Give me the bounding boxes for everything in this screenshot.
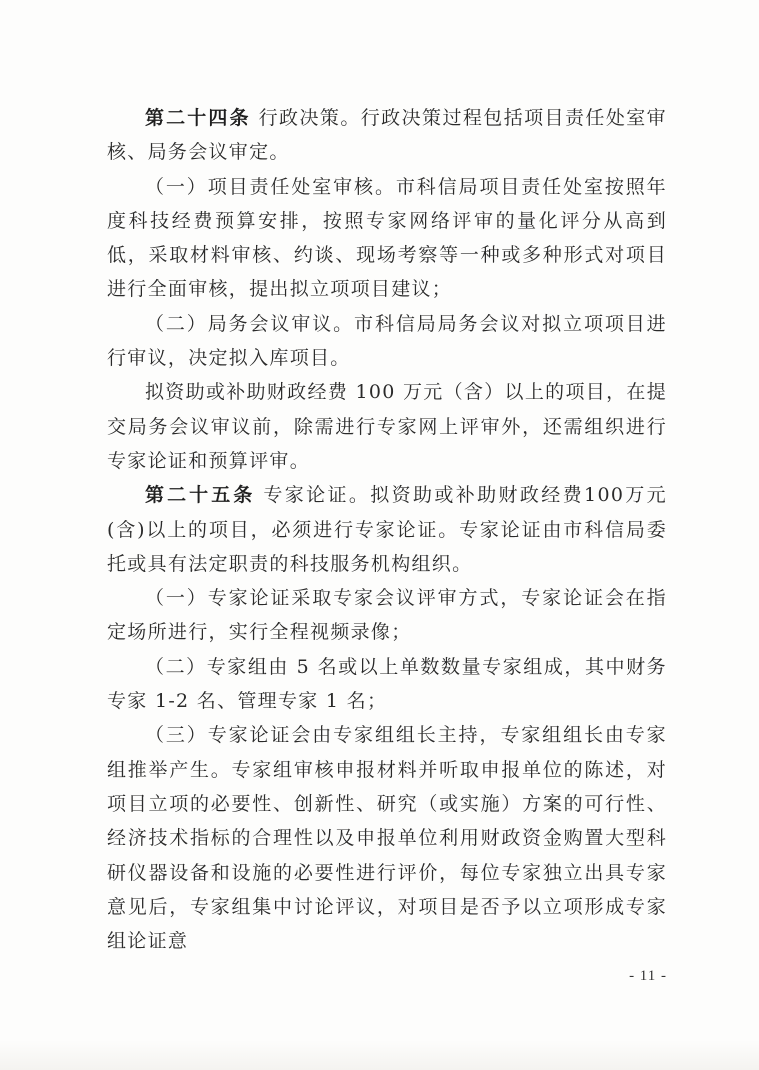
clause-2-paragraph bbox=[107, 307, 667, 376]
paragraph-text: （二）局务会议审议。市科信局局务会议对拟立项项目进行审议，决定拟入库项目。 bbox=[107, 312, 667, 370]
paragraph-text: （二）专家组由 5 名或以上单数数量专家组成，其中财务专家 1-2 名、管理专家 1 名； bbox=[107, 655, 667, 713]
paragraph-text: 拟资助或补助财政经费 100 万元（含）以上的项目，在提交局务会议审议前，除需进行专家网上评审外，还需组织进行专家论证和预算评审。 bbox=[107, 381, 667, 472]
article-number: 第二十五条 bbox=[145, 484, 256, 507]
article-number: 第二十四条 bbox=[145, 107, 251, 129]
expert-clause-1-paragraph bbox=[107, 581, 667, 650]
document-body bbox=[107, 101, 667, 958]
article-25-paragraph bbox=[107, 478, 667, 581]
clause-1-paragraph bbox=[107, 170, 667, 307]
paragraph-text: 行政决策。行政决策过程包括项目责任处室审核、局务会议审定。 bbox=[107, 107, 667, 164]
scan-edge-shadow bbox=[0, 1040, 759, 1070]
paragraph-text: 专家论证。拟资助或补助财政经费100万元(含)以上的项目，必须进行专家论证。专家论证由市科信局委托或具有法定职责的科技服务机构组织。 bbox=[107, 484, 667, 575]
page-number: - 11 - bbox=[629, 968, 667, 984]
paragraph-text: （一）专家论证采取专家会议评审方式，专家论证会在指定场所进行，实行全程视频录像； bbox=[107, 587, 667, 644]
paragraph-text: （三）专家论证会由专家组组长主持，专家组组长由专家组推举产生。专家组审核申报材料并听取申报单位的陈述，对项目立项的必要性、创新性、研究（或实施）方案的可行性、经济技术指标的合理性以及申报单位利用财政资金购置大型科研仪器设备和设施的必要性进行评价，每位专家独立出具专家意见后，专家组集中讨论评议，对项目是否予以立项形成专家组论证意 bbox=[107, 724, 667, 953]
paragraph-text: （一）项目责任处室审核。市科信局项目责任处室按照年度科技经费预算安排，按照专家网络评审的量化评分从高到低，采取材料审核、约谈、现场考察等一种或多种形式对项目进行全面审核，提出拟立项项目建议； bbox=[107, 175, 667, 301]
article-24-paragraph bbox=[107, 101, 667, 170]
expert-clause-3-paragraph bbox=[107, 718, 667, 958]
funding-note-paragraph bbox=[107, 375, 667, 478]
expert-clause-2-paragraph bbox=[107, 650, 667, 719]
